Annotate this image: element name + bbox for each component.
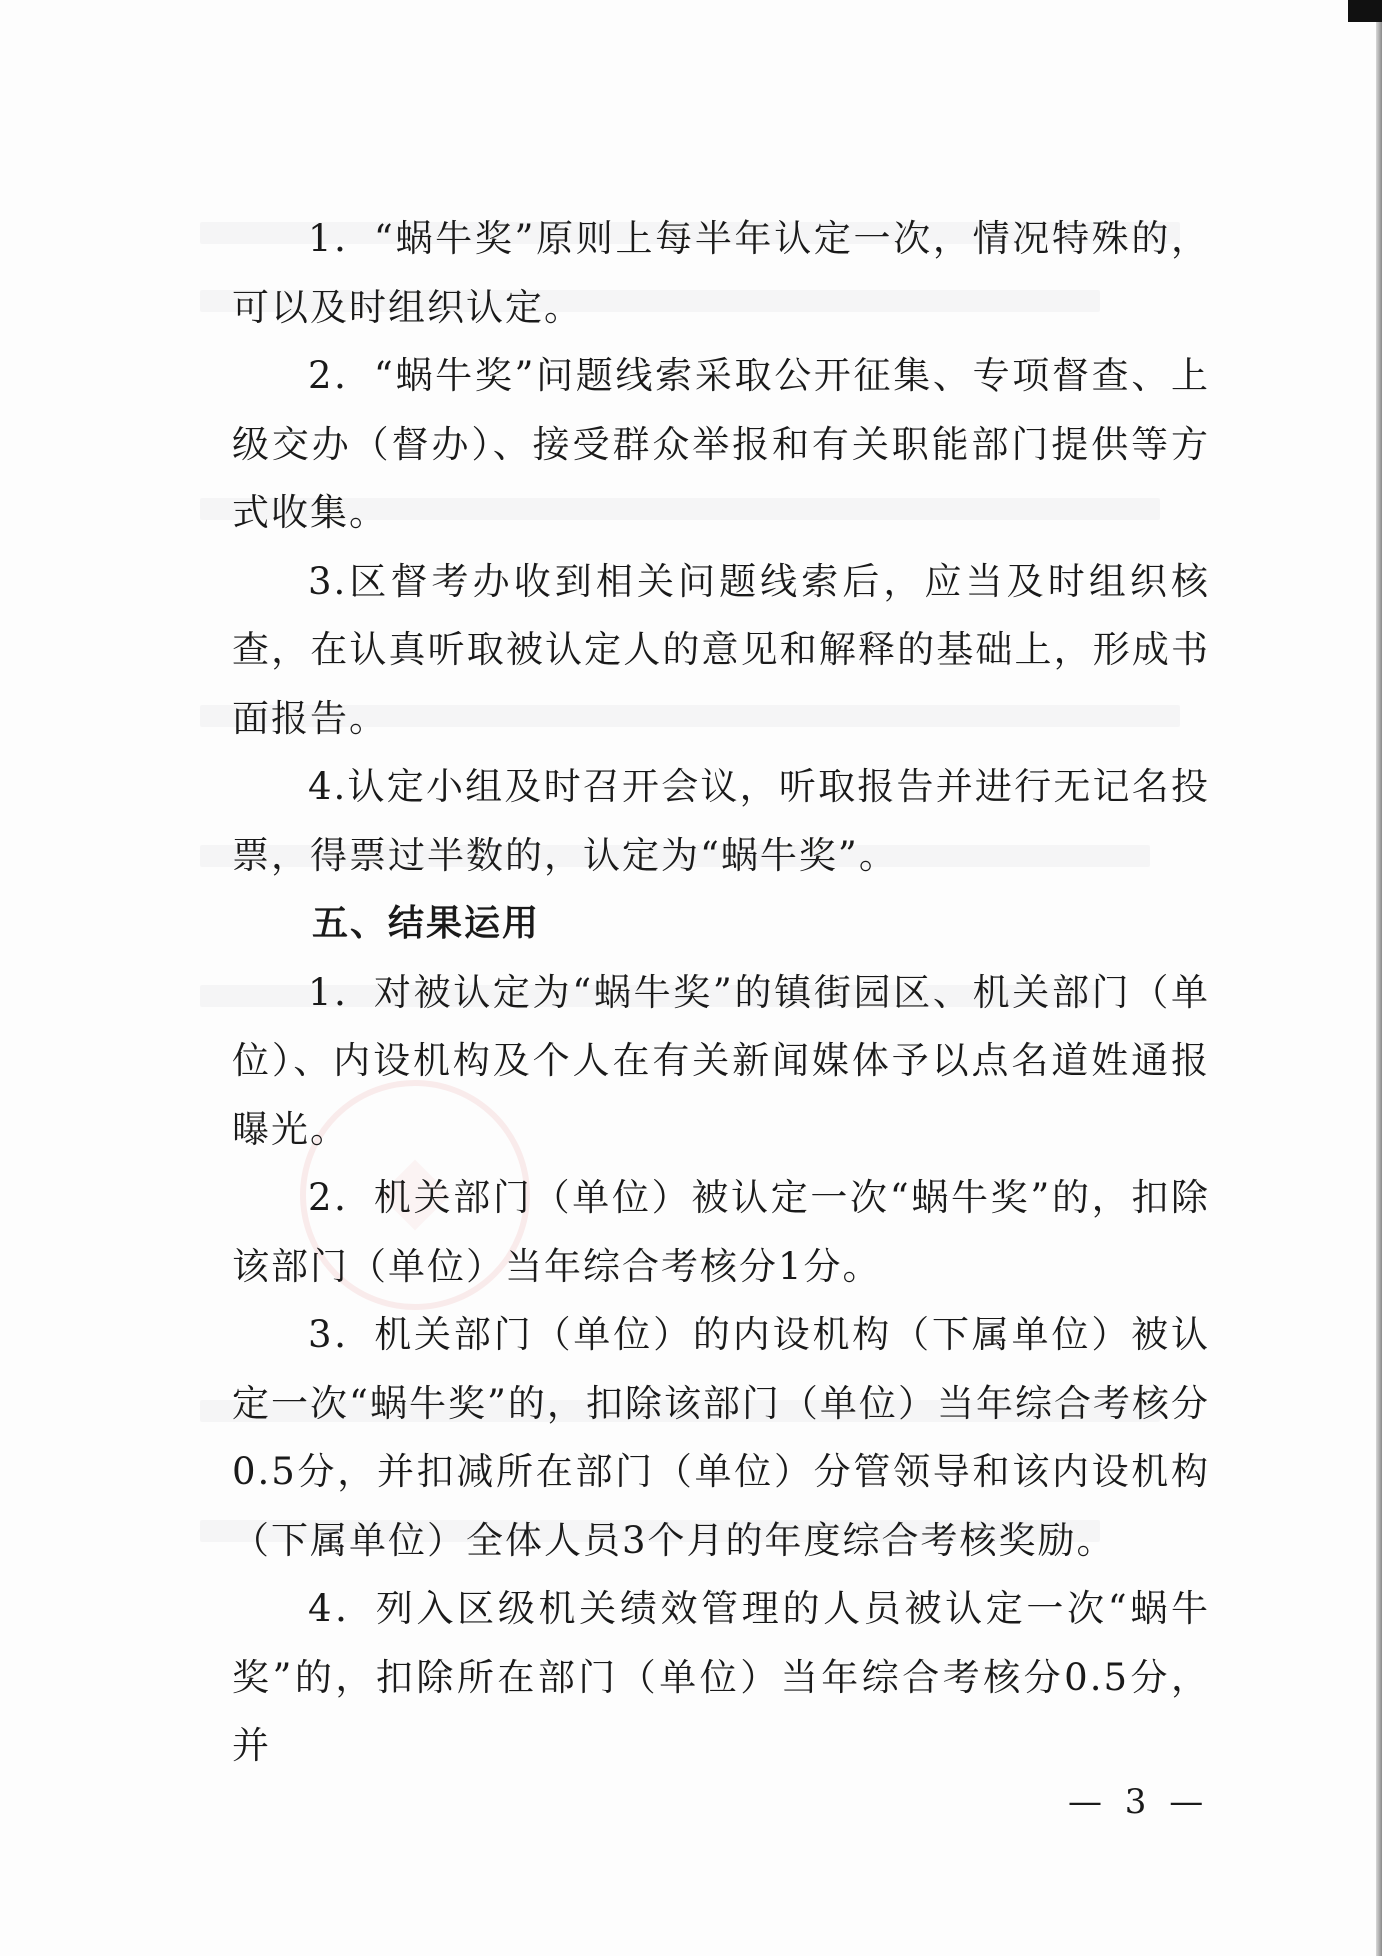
paragraph: 3.区督考办收到相关问题线索后，应当及时组织核查，在认真听取被认定人的意见和解释的基础上，形成书面报告。 — [232, 559, 1210, 740]
paragraph: 1．对被认定为“蜗牛奖”的镇街园区、机关部门（单位）、内设机构及个人在有关新闻媒体予以点名道姓通报曝光。 — [232, 970, 1210, 1151]
document-body — [232, 205, 1210, 1781]
paragraph: 3．机关部门（单位）的内设机构（下属单位）被认定一次“蜗牛奖”的，扣除该部门（单位）当年综合考核分0.5分，并扣减所在部门（单位）分管领导和该内设机构（下属单位）全体人员3个月的年度综合考核奖励。 — [232, 1313, 1210, 1562]
page-number: — 3 — — [1068, 1782, 1210, 1822]
paragraph: 2．“蜗牛奖”问题线索采取公开征集、专项督查、上级交办（督办）、接受群众举报和有关职能部门提供等方式收集。 — [232, 354, 1210, 534]
paragraph: 1．“蜗牛奖”原则上每半年认定一次，情况特殊的，可以及时组织认定。 — [232, 217, 1210, 329]
section-heading: 五、结果运用 — [312, 903, 541, 944]
paragraph: 2．机关部门（单位）被认定一次“蜗牛奖”的，扣除该部门（单位）当年综合考核分1分。 — [232, 1176, 1210, 1288]
paragraph: 4.认定小组及时召开会议，听取报告并进行无记名投票，得票过半数的，认定为“蜗牛奖”。 — [232, 765, 1210, 877]
scan-corner-mark — [1348, 0, 1382, 22]
paragraph: 4．列入区级机关绩效管理的人员被认定一次“蜗牛奖”的，扣除所在部门（单位）当年综合考核分0.5分，并 — [232, 1587, 1210, 1767]
scan-edge — [1376, 0, 1382, 1956]
